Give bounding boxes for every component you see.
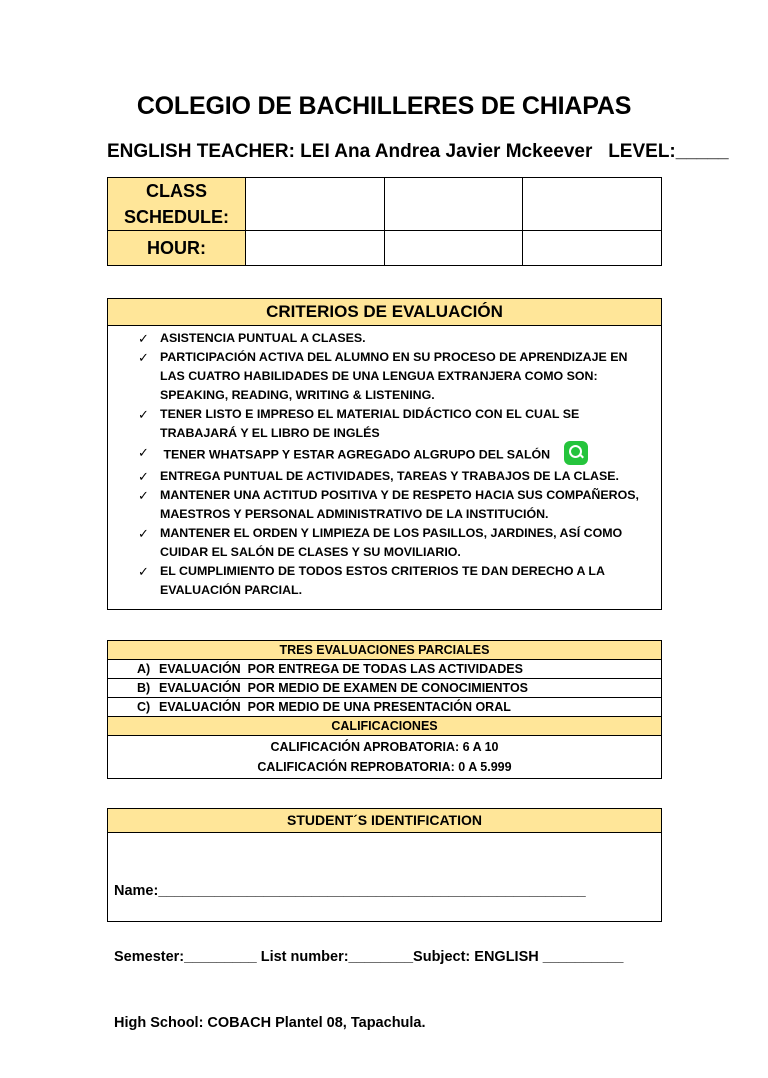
criteria-text: ENTREGA PUNTUAL DE ACTIVIDADES, TAREAS Y TRABAJOS DE LA CLASE. — [160, 469, 619, 483]
criteria-text: MANTENER EL ORDEN Y LIMPIEZA DE LOS PASILLOS, JARDINES, ASÍ COMO CUIDAR EL SALÓN DE CLASES Y SU MOVILIARIO. — [160, 526, 623, 559]
list-item — [108, 405, 661, 443]
criteria-heading: CRITERIOS DE EVALUACIÓN — [108, 299, 661, 326]
criteria-list — [108, 326, 661, 600]
class-schedule-label — [108, 178, 246, 231]
page-title: COLEGIO DE BACHILLERES DE CHIAPAS — [136, 92, 632, 120]
evaluation-text: EVALUACIÓN POR MEDIO DE UNA PRESENTACIÓN ORAL — [159, 700, 511, 714]
list-item — [108, 562, 661, 600]
criteria-text: TENER WHATSAPP Y ESTAR AGREGADO ALGRUPO DEL SALÓN — [160, 447, 551, 462]
identification-fields — [108, 833, 661, 1078]
schedule-row — [108, 178, 662, 231]
criteria-text: MANTENER UNA ACTITUD POSITIVA Y DE RESPETO HACIA SUS COMPAÑEROS, MAESTROS Y PERSONAL ADMINISTRATIVO DE LA INSTITUCIÓN. — [160, 488, 639, 521]
check-icon: ✓ — [138, 350, 149, 365]
hour-cell-1[interactable] — [246, 231, 385, 266]
evaluation-item — [108, 660, 662, 679]
passing-grade: CALIFICACIÓN APROBATORIA: 6 A 10 — [270, 740, 499, 754]
criteria-text: ASISTENCIA PUNTUAL A CLASES. — [160, 331, 366, 345]
grades-cell — [108, 736, 662, 779]
criteria-text: EL CUMPLIMIENTO DE TODOS ESTOS CRITERIOS TE DAN DERECHO A LA EVALUACIÓN PARCIAL. — [160, 564, 605, 597]
evaluations-table — [107, 640, 662, 779]
schedule-cell-2[interactable] — [385, 178, 523, 231]
list-item — [108, 329, 661, 348]
list-item — [108, 524, 661, 562]
hour-label: HOUR: — [108, 231, 246, 266]
list-item — [108, 348, 661, 405]
semester-field[interactable]: Semester:_________ List number:________Subject: ENGLISH __________ — [114, 949, 624, 965]
school-line: High School: COBACH Plantel 08, Tapachula. — [114, 1015, 426, 1031]
hour-cell-3[interactable] — [523, 231, 662, 266]
schedule-cell-3[interactable] — [523, 178, 662, 231]
hour-cell-2[interactable] — [385, 231, 523, 266]
check-icon: ✓ — [138, 564, 149, 579]
whatsapp-icon — [564, 441, 588, 465]
class-label-line-1: CLASS — [145, 181, 207, 201]
identification-heading: STUDENT´S IDENTIFICATION — [108, 809, 661, 833]
list-item — [108, 467, 661, 486]
evaluations-heading: TRES EVALUACIONES PARCIALES — [108, 641, 662, 660]
evaluation-text: EVALUACIÓN POR ENTREGA DE TODAS LAS ACTIVIDADES — [159, 662, 523, 676]
evaluation-letter: C) — [137, 700, 151, 714]
student-identification-box — [107, 808, 662, 1031]
evaluation-item — [108, 698, 662, 717]
class-schedule-table — [107, 177, 662, 266]
check-icon: ✓ — [138, 445, 149, 460]
teacher-line: ENGLISH TEACHER: LEI Ana Andrea Javier Mckeever LEVEL:_____ — [107, 141, 729, 162]
check-icon: ✓ — [138, 469, 149, 484]
criteria-box — [107, 298, 662, 610]
check-icon: ✓ — [138, 331, 149, 346]
schedule-cell-1[interactable] — [246, 178, 385, 231]
name-field[interactable]: Name:_____________________________________________________ — [114, 883, 586, 899]
criteria-text: PARTICIPACIÓN ACTIVA DEL ALUMNO EN SU PROCESO DE APRENDIZAJE EN LAS CUATRO HABILIDADES DE UNA LENGUA EXTRANJERA COMO SON: SPEAKING, READING, WRITING & LISTENING. — [160, 350, 628, 402]
evaluation-letter: A) — [137, 662, 151, 676]
evaluation-text: EVALUACIÓN POR MEDIO DE EXAMEN DE CONOCIMIENTOS — [159, 681, 529, 695]
class-label-line-2: SCHEDULE: — [123, 207, 229, 227]
evaluation-letter: B) — [137, 681, 151, 695]
list-item — [108, 486, 661, 524]
check-icon: ✓ — [138, 526, 149, 541]
check-icon: ✓ — [138, 488, 149, 503]
failing-grade: CALIFICACIÓN REPROBATORIA: 0 A 5.999 — [257, 760, 512, 774]
evaluation-item — [108, 679, 662, 698]
list-item — [108, 443, 661, 467]
check-icon: ✓ — [138, 407, 149, 422]
criteria-text: TENER LISTO E IMPRESO EL MATERIAL DIDÁCTICO CON EL CUAL SE TRABAJARÁ Y EL LIBRO DE INGLÉS — [160, 407, 580, 440]
grades-heading: CALIFICACIONES — [108, 717, 662, 736]
hour-row — [108, 231, 662, 266]
